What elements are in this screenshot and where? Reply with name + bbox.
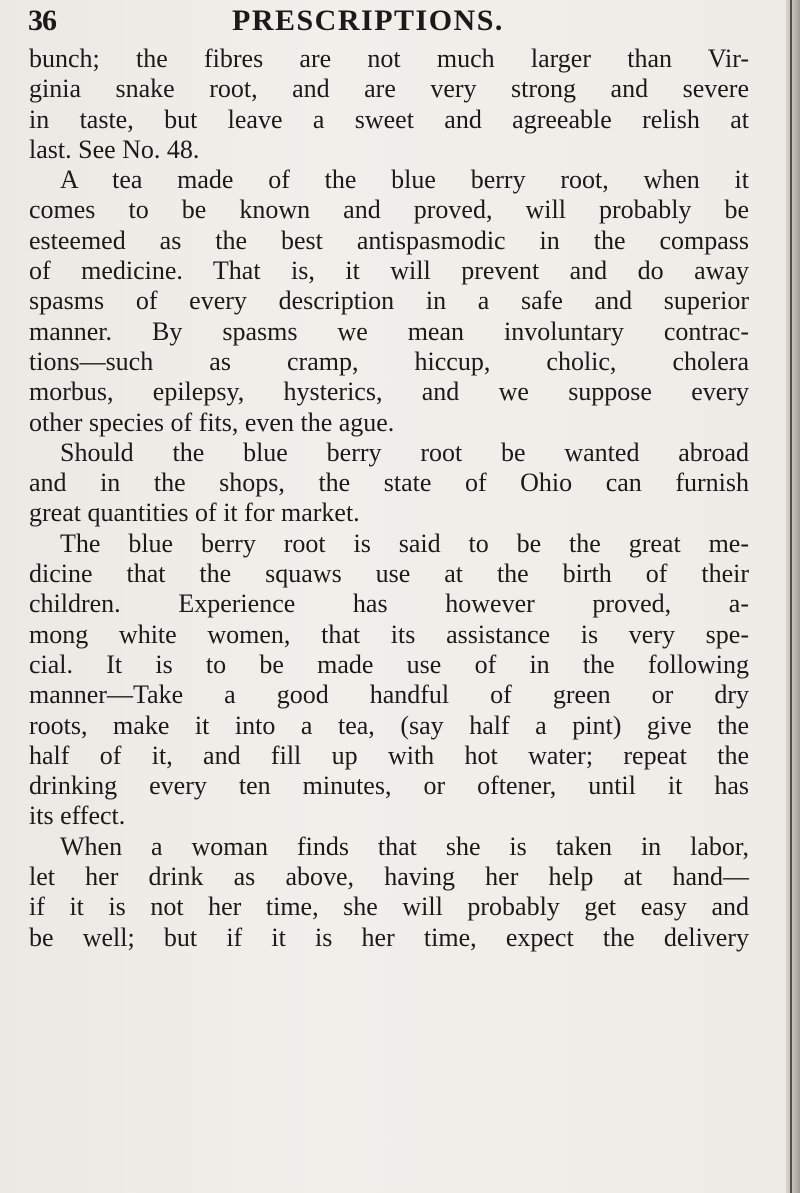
text-line: manner—Take a good handful of green or dry	[29, 680, 749, 710]
text-line: When a woman finds that she is taken in labor,	[60, 831, 749, 861]
text-line: comes to be known and proved, will probably be	[29, 195, 749, 225]
page-number: 36	[28, 4, 56, 37]
text-line: its effect.	[29, 801, 126, 831]
body-text	[29, 44, 749, 953]
text-line: children. Experience has however proved, a-	[29, 589, 749, 619]
text-line: be well; but if it is her time, expect the delivery	[29, 922, 749, 952]
text-line: morbus, epilepsy, hysterics, and we suppose every	[29, 377, 749, 407]
text-line: let her drink as above, having her help at hand—	[29, 862, 749, 892]
text-line: dicine that the squaws use at the birth of their	[29, 559, 749, 589]
page-edge-line	[790, 0, 792, 1193]
text-line: tions—such as cramp, hiccup, cholic, cholera	[29, 346, 749, 376]
text-line: great quantities of it for market.	[29, 498, 360, 528]
text-line: other species of fits, even the ague.	[29, 407, 395, 437]
text-line: esteemed as the best antispasmodic in the compass	[29, 225, 749, 255]
text-line: last. See No. 48.	[29, 134, 200, 164]
text-line: if it is not her time, she will probably get easy and	[29, 892, 749, 922]
text-line: and in the shops, the state of Ohio can furnish	[29, 468, 749, 498]
text-line: half of it, and fill up with hot water; repeat the	[29, 740, 749, 770]
page-header	[28, 4, 768, 40]
text-line: in taste, but leave a sweet and agreeable relish at	[29, 104, 749, 134]
text-line: cial. It is to be made use of in the following	[29, 649, 749, 679]
text-line: of medicine. That is, it will prevent and do away	[29, 256, 749, 286]
text-line: drinking every ten minutes, or oftener, until it has	[29, 771, 749, 801]
page-edge	[786, 0, 800, 1193]
text-line: The blue berry root is said to be the great me-	[60, 528, 749, 558]
running-head: PRESCRIPTIONS.	[232, 4, 504, 37]
text-line: A tea made of the blue berry root, when it	[60, 165, 749, 195]
text-line: spasms of every description in a safe and superior	[29, 286, 749, 316]
text-line: bunch; the fibres are not much larger than Vir-	[29, 44, 749, 73]
text-line: manner. By spasms we mean involuntary contrac-	[29, 316, 749, 346]
text-line: Should the blue berry root be wanted abroad	[60, 437, 749, 467]
text-line: mong white women, that its assistance is very spe-	[29, 619, 749, 649]
text-line: roots, make it into a tea, (say half a pint) give the	[29, 710, 749, 740]
text-line: ginia snake root, and are very strong and severe	[29, 74, 749, 104]
